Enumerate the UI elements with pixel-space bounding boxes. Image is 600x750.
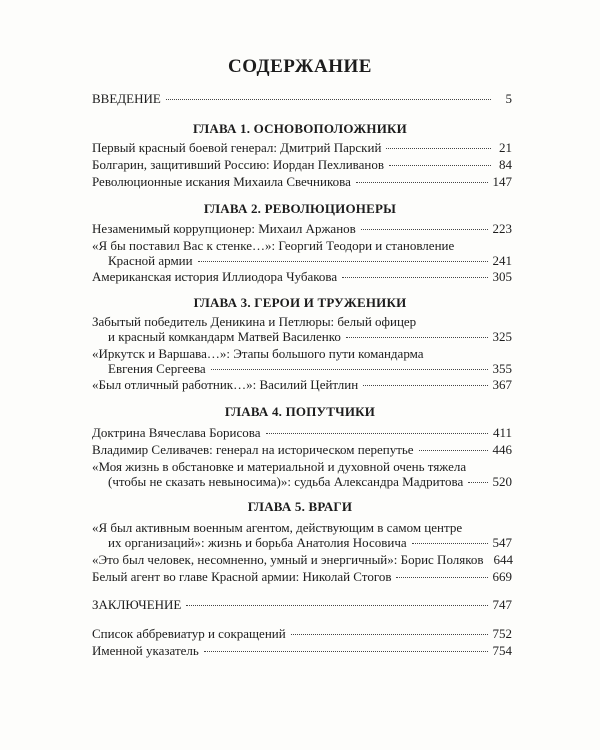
- chapter-heading: ГЛАВА 1. ОСНОВОПОЛОЖНИКИ: [192, 121, 407, 136]
- entry-title-line1: Забытый победитель Деникина и Петлюры: белый офицер: [92, 314, 417, 329]
- entry-title-line1: «Иркутск и Варшава…»: Этапы большого пути командарма: [92, 346, 424, 361]
- leader-dots: [468, 482, 487, 483]
- toc-entry[interactable]: [92, 425, 512, 440]
- toc-entry[interactable]: [92, 140, 512, 155]
- leader-dots: [186, 605, 487, 606]
- leader-dots: [419, 450, 488, 451]
- entry-page: 644: [493, 552, 514, 567]
- entry-title: Первый красный боевой генерал: Дмитрий Парский: [92, 140, 382, 155]
- toc-entry[interactable]: [92, 157, 512, 172]
- entry-title-line1: «Моя жизнь в обстановке и материальной и духовной очень тяжела: [92, 459, 467, 474]
- leader-dots: [166, 99, 491, 100]
- toc-entry[interactable]: [92, 569, 512, 584]
- entry-page: 547: [492, 535, 512, 550]
- chapter-heading: ГЛАВА 2. РЕВОЛЮЦИОНЕРЫ: [203, 201, 397, 216]
- toc-entry[interactable]: [92, 174, 512, 189]
- toc-entry[interactable]: [92, 377, 512, 392]
- toc-entry-name-index[interactable]: [92, 643, 512, 658]
- toc-entry-abbreviations[interactable]: [92, 626, 512, 641]
- toc-entry[interactable]: [92, 269, 512, 284]
- leader-dots: [396, 577, 487, 578]
- leader-dots: [291, 634, 488, 635]
- entry-title-line2: (чтобы не сказать невыносима)»: судьба Александра Мадритова: [108, 474, 464, 489]
- leader-dots: [386, 148, 491, 149]
- entry-title: Белый агент во главе Красной армии: Николай Стогов: [92, 569, 392, 584]
- entry-title: ВВЕДЕНИЕ: [92, 91, 161, 106]
- toc-entry[interactable]: [92, 238, 512, 268]
- leader-dots: [266, 433, 488, 434]
- toc-entry[interactable]: [92, 459, 512, 489]
- entry-title: Незаменимый коррупционер: Михаил Аржанов: [92, 221, 356, 236]
- entry-title: Революционные искания Михаила Свечникова: [92, 174, 351, 189]
- entry-page: 520: [492, 474, 512, 489]
- entry-page: 84: [499, 157, 512, 172]
- toc-entry[interactable]: [92, 552, 512, 567]
- entry-page: 223: [492, 221, 512, 236]
- toc-entry[interactable]: [92, 314, 512, 344]
- entry-title-line2: Красной армии: [108, 253, 193, 268]
- chapter-heading: ГЛАВА 5. ВРАГИ: [247, 499, 353, 514]
- entry-page: 5: [505, 91, 512, 106]
- leader-dots: [342, 277, 487, 278]
- entry-title-line2: Евгения Сергеева: [108, 361, 206, 376]
- entry-title: Доктрина Вячеслава Борисова: [92, 425, 261, 440]
- toc-entry-conclusion[interactable]: [92, 597, 512, 612]
- entry-title-line1: «Я был активным военным агентом, действующим в самом центре: [92, 520, 463, 535]
- leader-dots: [389, 165, 491, 166]
- toc-entry-intro[interactable]: [92, 91, 512, 106]
- entry-page: 747: [492, 597, 512, 612]
- leader-dots: [356, 182, 488, 183]
- entry-title: ЗАКЛЮЧЕНИЕ: [92, 597, 182, 612]
- entry-page: 241: [492, 253, 512, 268]
- entry-page: 669: [492, 569, 512, 584]
- entry-page: 754: [492, 643, 512, 658]
- entry-page: 446: [492, 442, 512, 457]
- entry-page: 355: [492, 361, 512, 376]
- entry-title: «Был отличный работник…»: Василий Цейтлин: [92, 377, 359, 392]
- leader-dots: [363, 385, 487, 386]
- entry-title: Владимир Селивачев: генерал на историческом перепутье: [92, 442, 414, 457]
- leader-dots: [346, 337, 488, 338]
- chapter-heading: ГЛАВА 4. ПОПУТЧИКИ: [224, 404, 376, 419]
- entry-title: Болгарин, защитивший Россию: Иордан Пехливанов: [92, 157, 384, 172]
- entry-page: 305: [492, 269, 512, 284]
- toc-entry[interactable]: [92, 221, 512, 236]
- entry-title-line2: и красный комкандарм Матвей Василенко: [108, 329, 341, 344]
- leader-dots: [412, 543, 488, 544]
- entry-page: 367: [492, 377, 512, 392]
- leader-dots: [361, 229, 488, 230]
- entry-title-line1: «Я бы поставил Вас к стенке…»: Георгий Теодори и становление: [92, 238, 455, 253]
- entry-page: 325: [492, 329, 512, 344]
- leader-dots: [198, 261, 488, 262]
- entry-page: 21: [499, 140, 512, 155]
- toc-entry[interactable]: [92, 520, 512, 550]
- toc-entry[interactable]: [92, 442, 512, 457]
- entry-title: Американская история Иллиодора Чубакова: [92, 269, 338, 284]
- chapter-heading: ГЛАВА 3. ГЕРОИ И ТРУЖЕНИКИ: [193, 295, 407, 310]
- entry-page: 147: [492, 174, 512, 189]
- entry-title: Именной указатель: [92, 643, 199, 658]
- entry-title: «Это был человек, несомненно, умный и энергичный»: Борис Поляков: [92, 552, 484, 567]
- entry-title: Список аббревиатур и сокращений: [92, 626, 286, 641]
- leader-dots: [204, 651, 488, 652]
- entry-page: 752: [492, 626, 512, 641]
- entry-page: 411: [492, 425, 512, 440]
- leader-dots: [211, 369, 488, 370]
- entry-title-line2: их организаций»: жизнь и борьба Анатолия Носовича: [108, 535, 407, 550]
- toc-entry[interactable]: [92, 346, 512, 376]
- page-title: СОДЕРЖАНИЕ: [228, 56, 372, 77]
